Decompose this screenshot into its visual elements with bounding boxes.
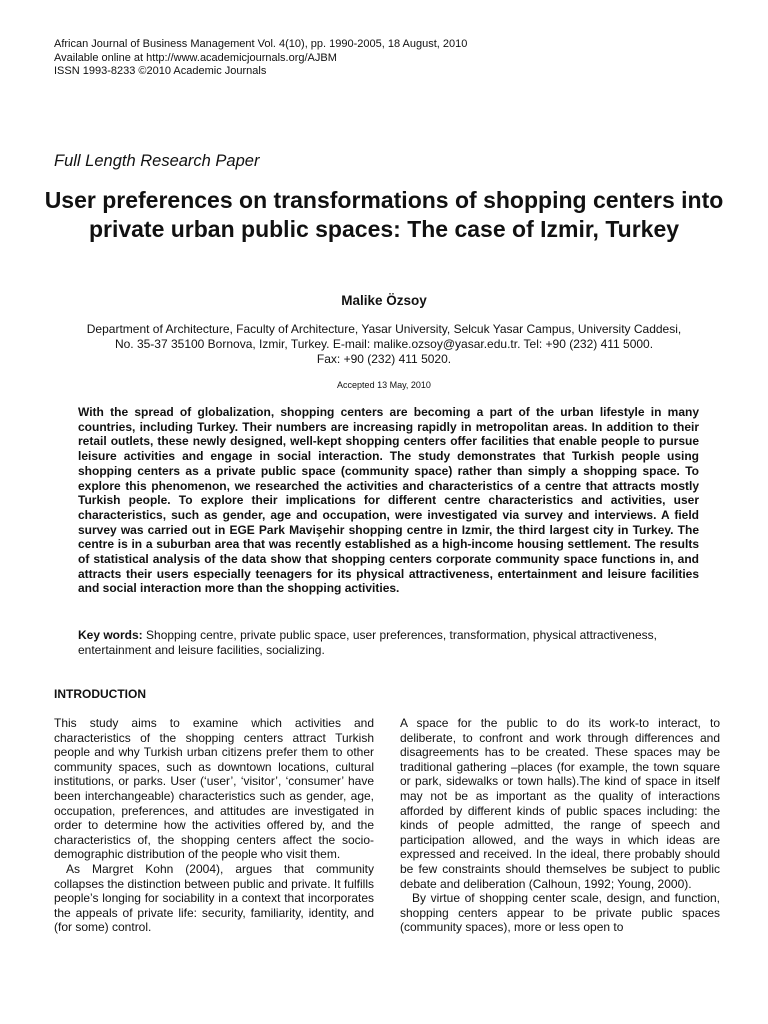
keywords-label: Key words: [78,628,143,642]
keywords [78,628,703,657]
abstract: With the spread of globalization, shopping centers are becoming a part of the urban lifestyle in many countries, including Turkey. Their numbers are increasing rapidly in metropolitan areas. In addition to their retail outlets, these newly designed, well-kept shopping centers offer facilities that enable people to pursue leisure activities and engage in social interaction. The study demonstrates that Turkish people using shopping centers as a private public space (community space) rather than simply a shopping space. To explore this phenomenon, we researched the activities and characteristics of a centre that attracts mostly Turkish people. To explore their implications for different centre characteristics and activities, user characteristics, such as gender, age and occupation, were investigated via survey and interviews. A field survey was carried out in EGE Park Mavişehir shopping centre in Izmir, the third largest city in Turkey. The centre is in a suburban area that was recently established as a high-income housing settlement. The results of statistical analysis of the data show that shopping centers corporate community space functions in, and attracts their users especially teenagers for its physical attractiveness, entertainment and leisure facilities and social interaction more than the shopping activities. [78,405,699,596]
affiliation-line: Fax: +90 (232) 411 5020. [316,352,452,366]
body-column-left [54,716,374,935]
body-paragraph: A space for the public to do its work-to interact, to deliberate, to confront and work through differences and disagreements has to be created. These spaces may be traditional gathering –places (for example, the town square or park, sidewalks or town halls).The kind of space in itself may not be as important as the quality of interactions afforded by different kinds of public spaces including: the kinds of people admitted, the range of speech and participation allowed, and the ways in which ideas are expressed and received. In the ideal, there probably should be few constraints should themselves be subject to public debate and deliberation (Calhoun, 1992; Young, 2000). [400,716,720,891]
affiliation-line: No. 35-37 35100 Bornova, Izmir, Turkey. E-mail: malike.ozsoy@yasar.edu.tr. Tel: +90 (232) 411 5000. [114,337,654,351]
section-heading-introduction: INTRODUCTION [54,687,146,701]
paper-title: User preferences on transformations of shopping centers into private urban public spaces: The case of Izmir, Turkey [44,187,724,242]
journal-citation: African Journal of Business Management Vol. 4(10), pp. 1990-2005, 18 August, 2010 [54,38,468,50]
keywords-text: Shopping centre, private public space, user preferences, transformation, physical attractiveness, entertainment and leisure facilities, socializing. [78,628,657,657]
affiliation-line: Department of Architecture, Faculty of Architecture, Yasar University, Selcuk Yasar Campus, University Caddesi, [86,322,682,336]
journal-header [54,38,467,79]
body-column-right [400,716,720,935]
author-affiliation [60,322,708,367]
author-name: Malike Özsoy [341,293,427,308]
body-paragraph: This study aims to examine which activities and characteristics of the shopping centers attract Turkish people and why Turkish urban citizens prefer them to other community spaces, such as downtown locations, cultural institutions, or parks. User (‘user’, ‘visitor’, ‘consumer’ have been interchangeable) characteristics such as gender, age, occupation, preferences, and attitudes are investigated in order to determine how the activities offered by, and the characteristics of, the shopping centers affect the socio-demographic distribution of the people who visit them. [54,716,374,862]
journal-online-link[interactable]: Available online at http://www.academicjournals.org/AJBM [54,51,337,64]
accepted-date: Accepted 13 May, 2010 [337,380,431,390]
body-paragraph: As Margret Kohn (2004), argues that community collapses the distinction between public and private. It fulfills people’s longing for sociability in a context that incorporates the appeals of private life: security, familiarity, identity, and (for some) control. [54,861,374,935]
journal-issn: ISSN 1993-8233 ©2010 Academic Journals [54,65,267,77]
body-paragraph: By virtue of shopping center scale, design, and function, shopping centers appear to be private public spaces (community spaces), more or less open to [400,891,720,935]
paper-type: Full Length Research Paper [54,152,260,170]
